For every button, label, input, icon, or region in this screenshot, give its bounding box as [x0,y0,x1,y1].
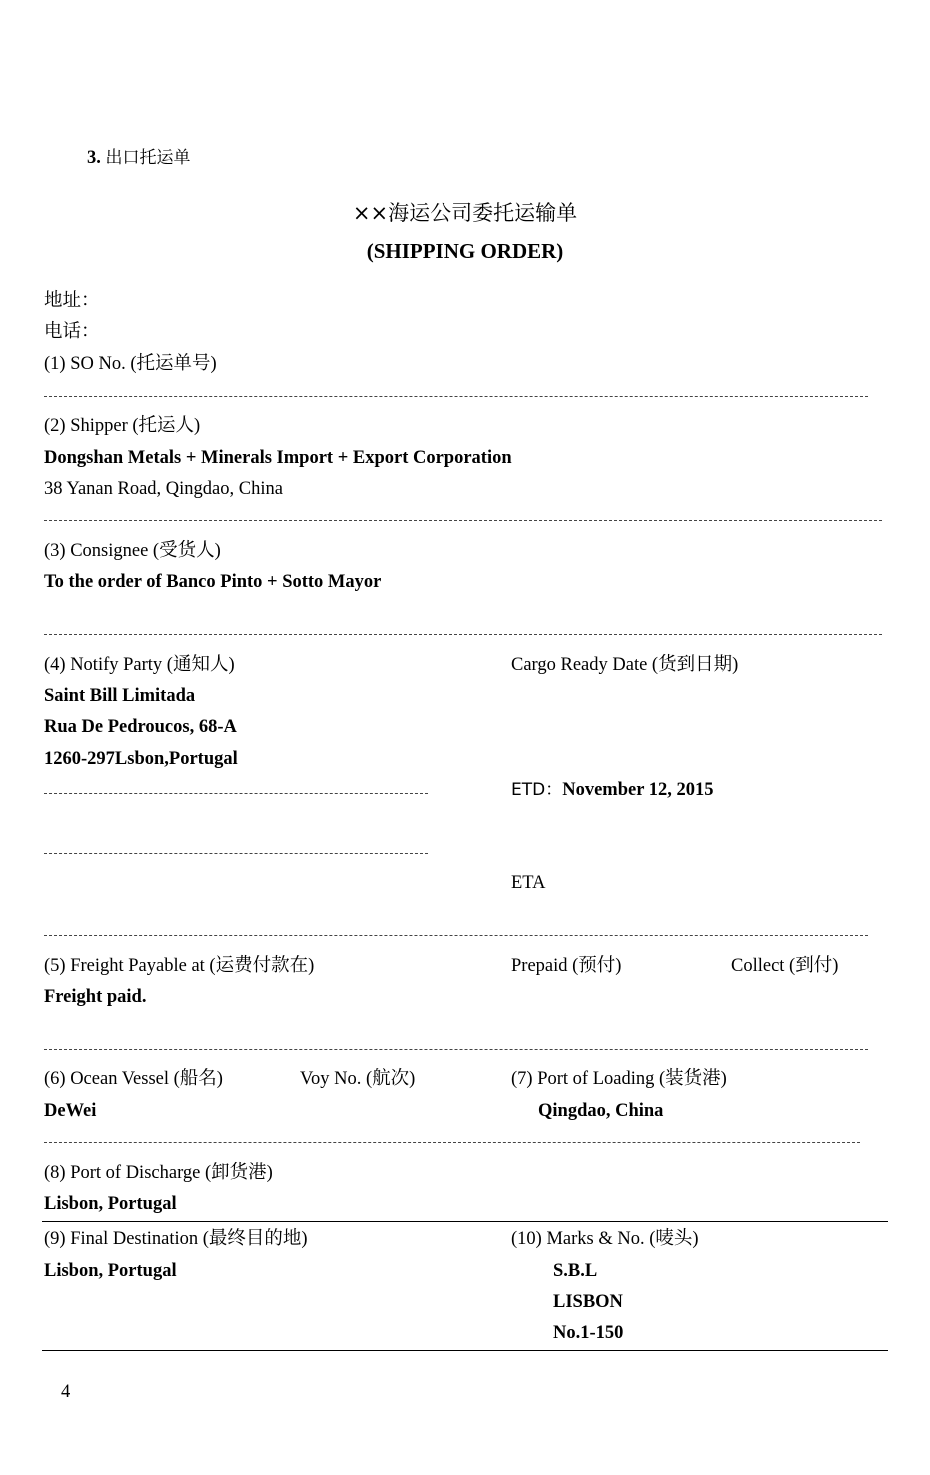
divider-5 [44,935,868,936]
ocean-vessel-label: (6) Ocean Vessel (船名) [44,1069,223,1089]
port-of-discharge-label: (8) Port of Discharge (卸货港) [44,1163,273,1183]
divider-6 [44,1049,868,1050]
marks-line-1: S.B.L [553,1261,598,1281]
collect-label: Collect (到付) [731,956,839,976]
doc-title-en: (SHIPPING ORDER) [366,239,564,263]
notify-party-line-1: Saint Bill Limitada [44,686,196,706]
freight-label: (5) Freight Payable at (运费付款在) [44,956,315,976]
prepaid-label: Prepaid (预付) [511,956,622,976]
ocean-vessel-value: DeWei [44,1101,97,1121]
notify-party-line-2: Rua De Pedroucos, 68-A [44,717,237,737]
notify-party-label: (4) Notify Party (通知人) [44,655,235,675]
etd-label: ETD： [511,780,563,800]
divider-4b [44,853,428,854]
etd-value: November 12, 2015 [562,780,714,800]
shipper-address: 38 Yanan Road, Qingdao, China [44,479,283,499]
address-label: 地址： [44,291,100,311]
port-of-loading-value: Qingdao, China [538,1101,664,1121]
final-destination-value: Lisbon, Portugal [44,1261,177,1281]
rule-2 [42,1350,888,1351]
consignee-value: To the order of Banco Pinto + Sotto Mayor [44,572,382,592]
final-destination-label: (9) Final Destination (最终目的地) [44,1229,308,1249]
divider-1 [44,396,868,397]
marks-label: (10) Marks & No. (唛头) [511,1229,699,1249]
marks-line-2: LISBON [553,1292,623,1312]
freight-value: Freight paid. [44,987,147,1007]
consignee-label: (3) Consignee (受货人) [44,541,221,561]
marks-line-3: No.1-150 [553,1323,624,1343]
voy-no-label: Voy No. (航次) [300,1069,416,1089]
divider-4a [44,793,428,794]
shipper-label: (2) Shipper (托运人) [44,416,201,436]
page-number: 4 [61,1382,71,1402]
cargo-ready-date-label: Cargo Ready Date (货到日期) [511,655,739,675]
divider-2 [44,520,882,521]
phone-label: 电话： [44,322,100,342]
divider-3 [44,634,882,635]
shipper-name: Dongshan Metals + Minerals Import + Export Corporation [44,448,512,468]
rule-1 [42,1221,888,1222]
notify-party-line-3: 1260-297Lsbon,Portugal [44,749,238,769]
doc-title-cn: ××海运公司委托运输单 [352,201,578,225]
section-title: 出口托运单 [105,148,191,168]
divider-7 [44,1142,860,1143]
port-of-loading-label: (7) Port of Loading (装货港) [511,1069,727,1089]
section-heading [87,147,191,169]
section-number: 3. [87,148,101,168]
port-of-discharge-value: Lisbon, Portugal [44,1194,177,1214]
so-no-label: (1) SO No. (托运单号) [44,354,217,374]
eta-label: ETA [511,873,546,893]
etd-row [511,779,713,801]
